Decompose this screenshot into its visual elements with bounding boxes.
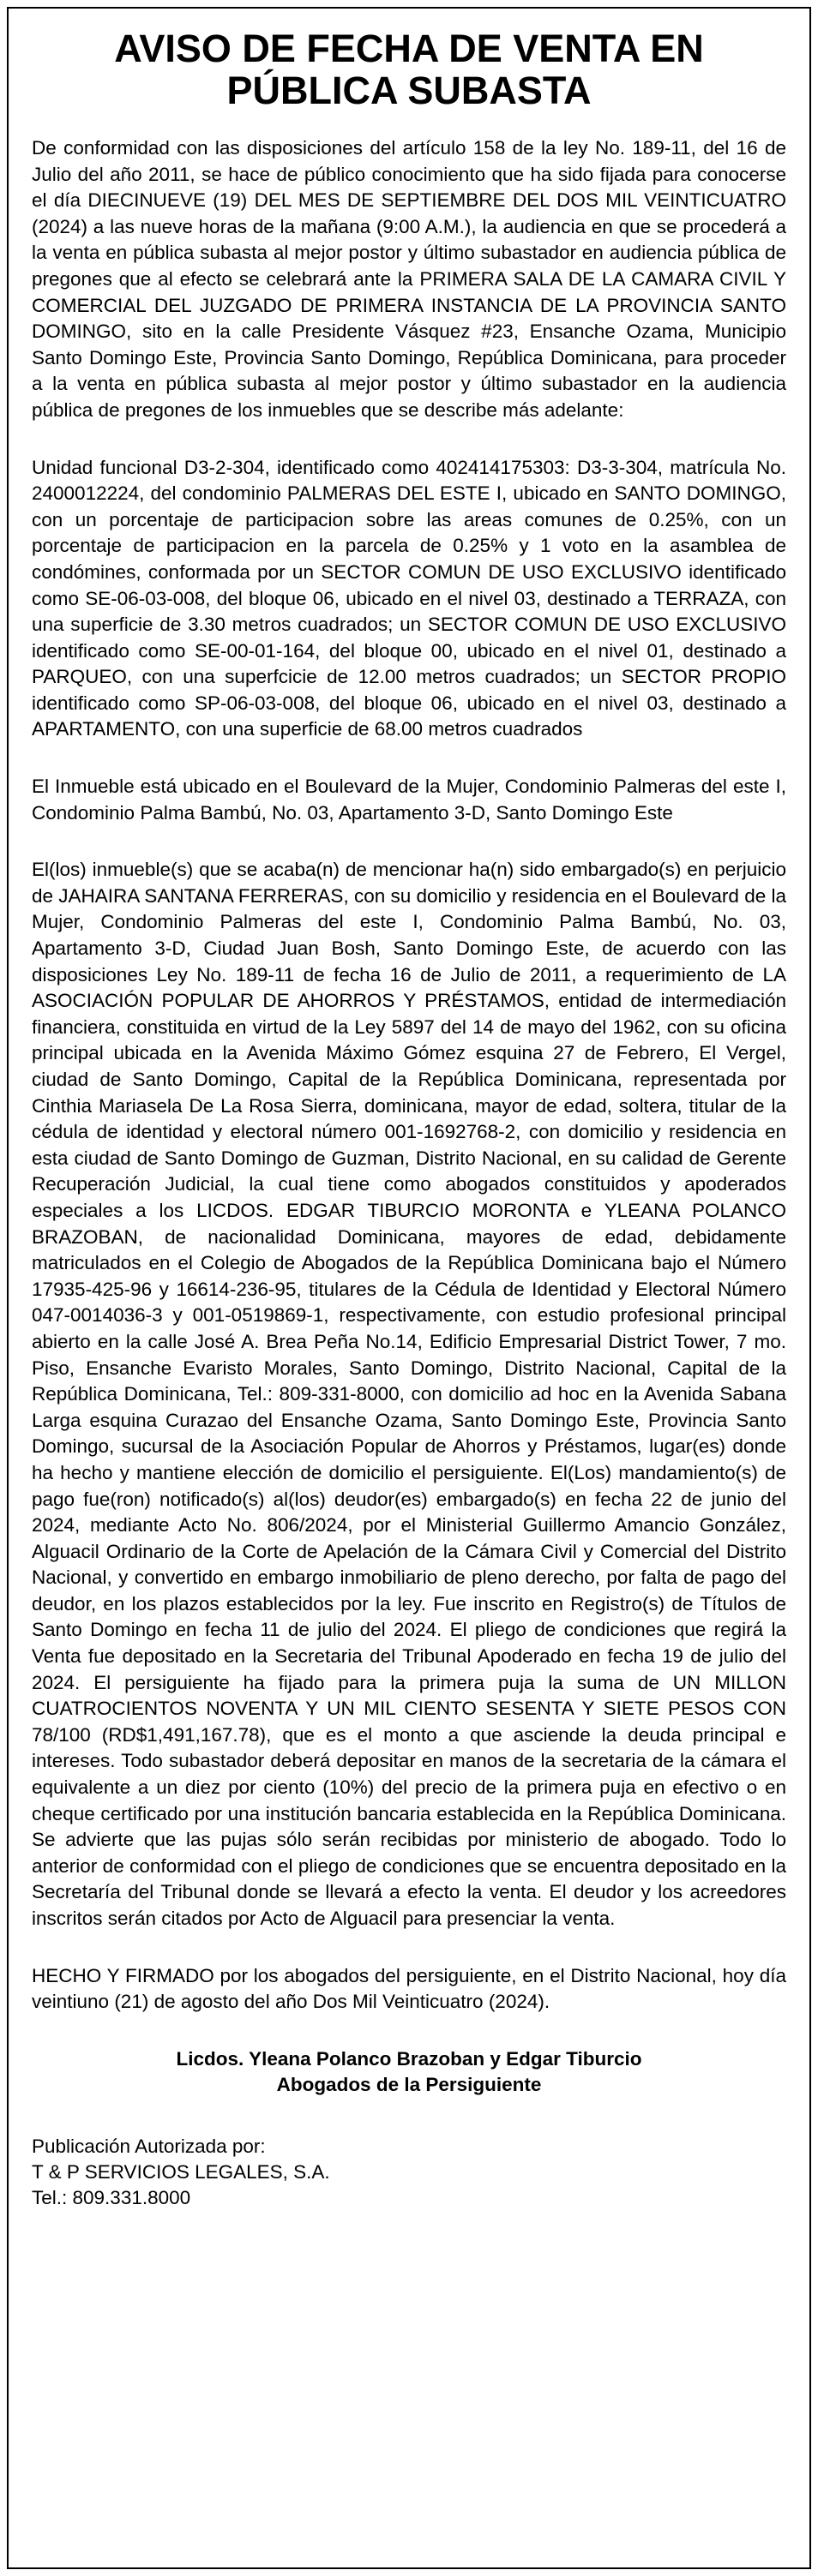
publisher-authorization: Publicación Autorizada por: <box>32 2135 266 2157</box>
signed-statement-paragraph: HECHO Y FIRMADO por los abogados del persiguiente, en el Distrito Nacional, hoy día veintiuno (21) de agosto del año Dos Mil Veinticuatro (2024). <box>32 1964 786 2013</box>
seizure-details-paragraph: El(los) inmueble(s) que se acaba(n) de mencionar ha(n) sido embargado(s) en perjuicio de JAHAIRA SANTANA FERRERAS, con su domicilio y residencia en el Boulevard de la Mujer, Condominio Palmeras del este I, Condominio Palma Bambú, No. 03, Apartamento 3-D, Ciudad Juan Bosh, Santo Domingo Este, de acuerdo con las disposiciones Ley No. 189-11 de fecha 16 de Julio de 2011, a requerimiento de LA ASOCIACIÓN POPULAR DE AHORROS Y PRÉSTAMOS, entidad de intermediación financiera, constituida en virtud de la Ley 5897 del 14 de mayo del 1962, con su oficina principal ubicada en la Avenida Máximo Gómez esquina 27 de Febrero, El Vergel, ciudad de Santo Domingo, Capital de la República Dominicana, representada por Cinthia Mariasela De La Rosa Sierra, dominicana, mayor de edad, soltera, titular de la cédula de identidad y electoral número 001-1692768-2, con domicilio y residencia en esta ciudad de Santo Domingo de Guzman, Distrito Nacional, en su calidad de Gerente Recuperación Judicial, la cual tiene como abogados constituidos y apoderados especiales a los LICDOS. EDGAR TIBURCIO MORONTA e YLEANA POLANCO BRAZOBAN, de nacionalidad Dominicana, mayores de edad, debidamente matriculados en el Colegio de Abogados de la República Dominicana bajo el Número 17935-425-96 y 16614-236-95, titulares de la Cédula de Identidad y Electoral Número 047-0014036-3 y 001-0519869-1, respectivamente, con estudio profesional principal abierto en la calle José A. Brea Peña No.14, Edificio Empresarial District Tower, 7 mo. Piso, Ensanche Evaristo Morales, Santo Domingo, Distrito Nacional, Capital de la República Dominicana, Tel.: 809-331-8000, con domicilio ad hoc en la Avenida Sabana Larga esquina Curazao del Ensanche Ozama, Santo Domingo Este, Provincia Santo Domingo, sucursal de la Asociación Popular de Ahorros y Préstamos, lugar(es) donde ha hecho y mantiene elección de domicilio el persiguiente. El(Los) mandamiento(s) de pago fue(ron) notificado(s) al(los) deudor(es) embargado(s) en fecha 22 de junio del 2024, mediante Acto No. 806/2024, por el Ministerial Guillermo Amancio González, Alguacil Ordinario de la Corte de Apelación de la Cámara Civil y Comercial del Distrito Nacional, y convertido en embargo inmobiliario de pleno derecho, por falta de pago del deudor, en los plazos establecidos por la ley. Fue inscrito en Registro(s) de Títulos de Santo Domingo en fecha 11 de julio del 2024. El pliego de condiciones que regirá la Venta fue depositado en la Secretaria del Tribunal Apoderado en fecha 19 de julio del 2024. El persiguiente ha fijado para la primera puja la suma de UN MILLON CUATROCIENTOS NOVENTA Y UN MIL CIENTO SESENTA Y SIETE PESOS CON 78/100 (RD$1,491,167.78), que es el monto a que asciende la deuda principal e intereses. Todo subastador deberá depositar en manos de la secretaria de la cámara el equivalente a un diez por ciento (10%) del precio de la primera puja en efectivo o en cheque certificado por una institución bancaria establecida en la República Dominicana. Se advierte que las pujas sólo serán recibidas por ministerio de abogado. Todo lo anterior de conformidad con el pliego de condiciones que se encuentra depositado en la Secretaría del Tribunal donde se llevará a efecto la venta. El deudor y los acreedores inscritos serán citados por Acto de Alguacil para presenciar la venta. <box>32 859 786 1929</box>
legal-notice <box>7 7 811 2569</box>
attorney-role: Abogados de la Persiguiente <box>276 2073 542 2095</box>
title-line-1: AVISO DE FECHA DE VENTA EN <box>114 27 704 70</box>
publisher-block <box>32 2134 786 2211</box>
property-description-paragraph: Unidad funcional D3-2-304, identificado como 402414175303: D3-3-304, matrícula No. 2400012224, del condominio PALMERAS DEL ESTE I, ubicado en SANTO DOMINGO, con un porcentaje de participacion sobre las areas comunes de 0.25%, con un porcentaje de participacion en la parcela de 0.25% y 1 voto en la asamblea de condómines, conformada por un SECTOR COMUN DE USO EXCLUSIVO identificado como SE-06-03-008, del bloque 06, ubicado en el nivel 03, destinado a TERRAZA, con una superficie de 3.30 metros cuadrados; un SECTOR COMUN DE USO EXCLUSIVO identificado como SE-00-01-164, del bloque 00, ubicado en el nivel 01, destinado a PARQUEO, con una superfcicie de 12.00 metros cuadrados; un SECTOR PROPIO identificado como SP-06-03-008, del bloque 06, ubicado en el nivel 03, destinado a APARTAMENTO, con una superficie de 68.00 metros cuadrados <box>32 456 786 740</box>
attorney-signature-block <box>32 2046 786 2098</box>
attorney-names: Licdos. Yleana Polanco Brazoban y Edgar Tiburcio <box>176 2047 642 2070</box>
publisher-phone: Tel.: 809.331.8000 <box>32 2186 191 2208</box>
title-line-2: PÚBLICA SUBASTA <box>226 69 592 112</box>
notice-title <box>32 27 786 111</box>
intro-paragraph: De conformidad con las disposiciones del artículo 158 de la ley No. 189-11, del 16 de Julio del año 2011, se hace de público conocimiento que ha sido fijada para conocerse el día DIECINUEVE (19) DEL MES DE SEPTIEMBRE DEL DOS MIL VEINTICUATRO (2024) a las nueve horas de la mañana (9:00 A.M.), la audiencia en que se procederá a la venta en pública subasta al mejor postor y último subastador en audiencia pública de pregones que al efecto se celebrará ante la PRIMERA SALA DE LA CAMARA CIVIL Y COMERCIAL DEL JUZGADO DE PRIMERA INSTANCIA DE LA PROVINCIA SANTO DOMINGO, sito en la calle Presidente Vásquez #23, Ensanche Ozama, Municipio Santo Domingo Este, Provincia Santo Domingo, República Dominicana, para proceder a la venta en pública subasta al mejor postor y último subastador en la audiencia pública de pregones de los inmuebles que se describe más adelante: <box>32 137 786 421</box>
publisher-name: T & P SERVICIOS LEGALES, S.A. <box>32 2160 330 2183</box>
property-location-paragraph: El Inmueble está ubicado en el Boulevard de la Mujer, Condominio Palmeras del este I, Condominio Palma Bambú, No. 03, Apartamento 3-D, Santo Domingo Este <box>32 776 786 824</box>
